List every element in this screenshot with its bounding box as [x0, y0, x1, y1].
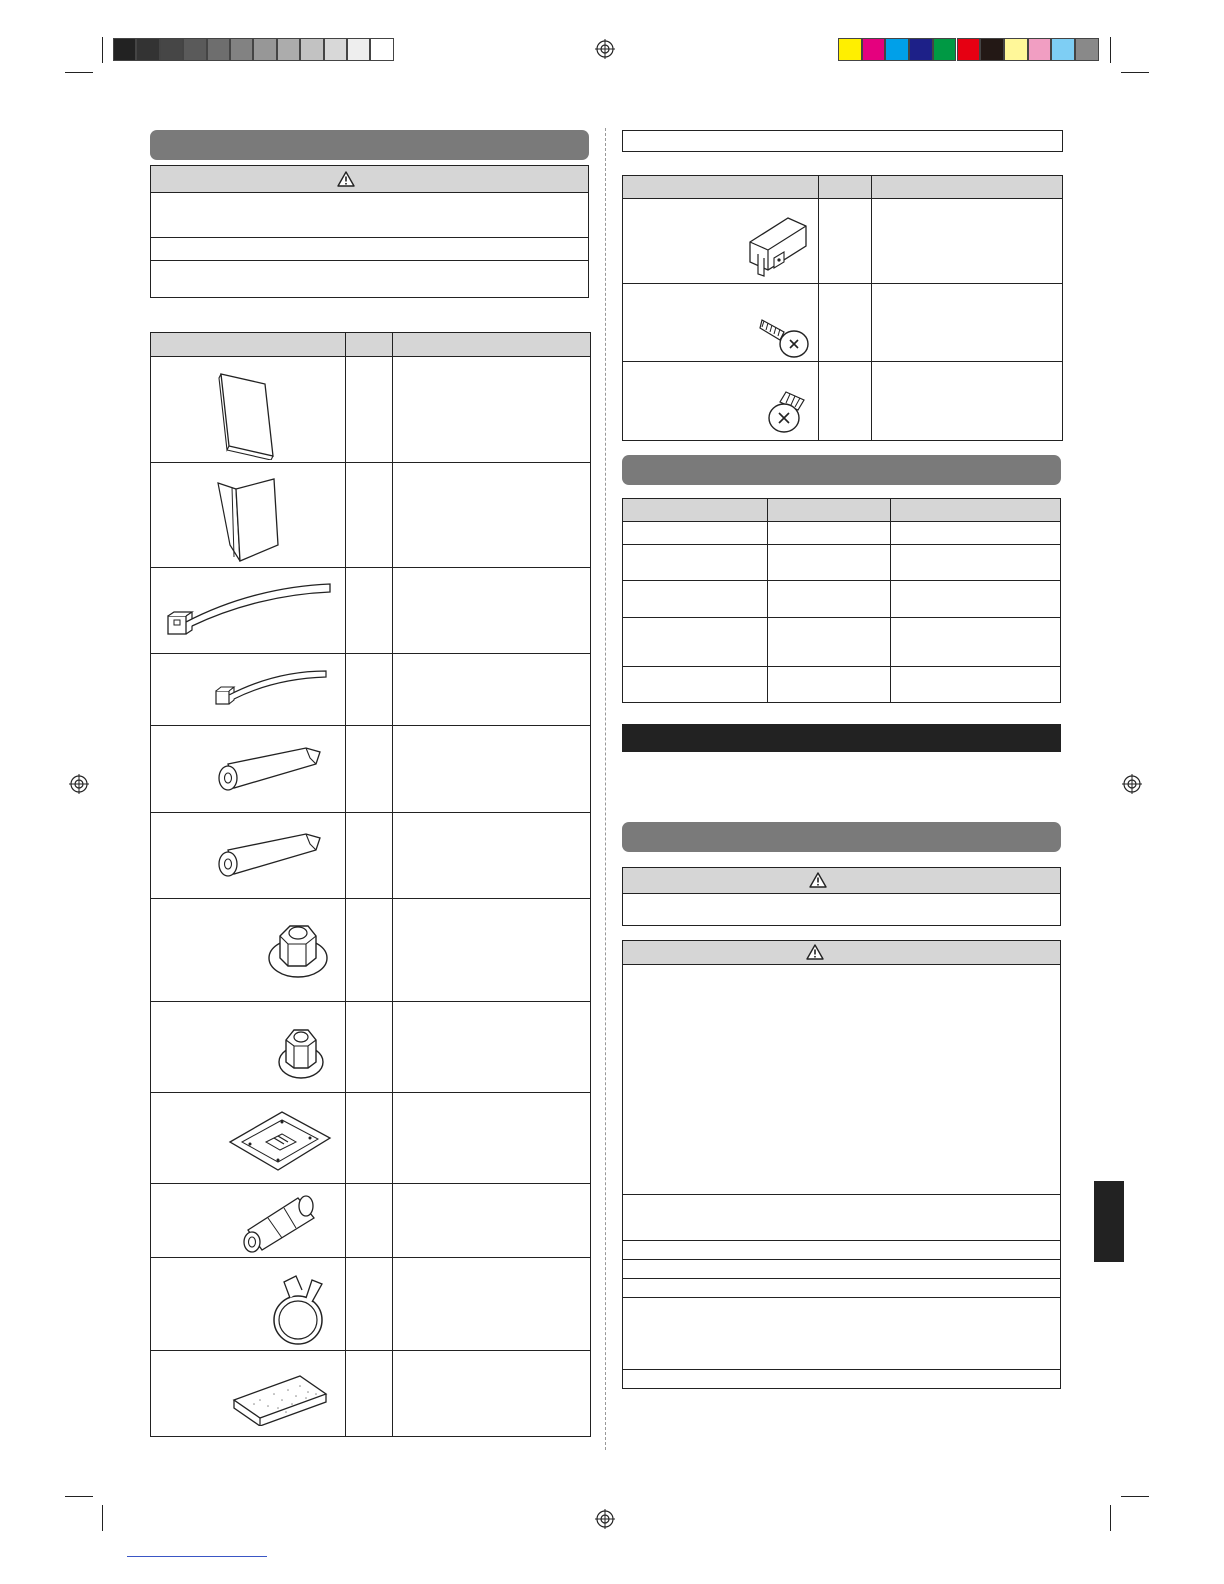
grayscale-swatch: [253, 38, 276, 61]
fixing-bracket-icon: [744, 212, 810, 278]
sponge-pad-icon: [230, 1370, 330, 1426]
flange-nut-small-icon: [276, 1024, 326, 1082]
crop-mark: [1121, 1496, 1149, 1497]
color-swatch: [980, 38, 1004, 61]
color-swatch: [957, 38, 981, 61]
crop-mark: [65, 1496, 93, 1497]
grayscale-swatch: [183, 38, 206, 61]
crop-mark: [1110, 1505, 1111, 1531]
template-sheet-icon: [226, 1108, 334, 1174]
warning-icon: [337, 171, 355, 187]
warning-icon: [806, 944, 824, 960]
caution-box: [622, 940, 1061, 1389]
grayscale-swatch: [277, 38, 300, 61]
warning-box: [622, 867, 1061, 926]
color-swatch: [1051, 38, 1075, 61]
cable-tie-long-icon: [162, 576, 334, 644]
grayscale-swatch: [136, 38, 159, 61]
crop-mark: [102, 1505, 103, 1531]
table-header-row: [151, 333, 590, 357]
warning-box: [150, 165, 589, 298]
registration-mark-icon: [1122, 774, 1142, 794]
chapter-heading-bar: [622, 724, 1061, 752]
crop-mark: [1110, 37, 1111, 63]
section-header-bar: [150, 130, 589, 160]
section-header-bar: [622, 822, 1061, 852]
insulation-tube-icon: [212, 742, 324, 794]
specification-table: [622, 498, 1061, 703]
note-box: [622, 130, 1063, 152]
crop-mark: [1121, 72, 1149, 73]
caution-header: [623, 941, 1060, 965]
grayscale-swatch: [230, 38, 253, 61]
color-swatch: [862, 38, 886, 61]
accessories-table-continued: [622, 175, 1063, 441]
color-swatch: [1004, 38, 1028, 61]
table-header-row: [623, 176, 1062, 199]
color-swatch: [885, 38, 909, 61]
table-header-row: [623, 499, 1060, 522]
crop-mark: [102, 37, 103, 63]
registration-mark-icon: [595, 39, 615, 59]
manual-booklet-icon: [215, 370, 277, 460]
grayscale-swatch: [113, 38, 136, 61]
color-swatch: [933, 38, 957, 61]
grayscale-swatch: [370, 38, 393, 61]
section-header-bar: [622, 455, 1061, 485]
color-swatch: [1075, 38, 1099, 61]
color-swatch: [909, 38, 933, 61]
cable-tie-short-icon: [212, 665, 330, 709]
registration-mark-icon: [595, 1509, 615, 1529]
warning-header: [151, 166, 588, 193]
color-swatch: [1028, 38, 1052, 61]
flange-nut-large-icon: [266, 918, 330, 982]
grayscale-swatch: [207, 38, 230, 61]
grayscale-swatch: [160, 38, 183, 61]
warning-header: [623, 868, 1060, 894]
color-swatch: [838, 38, 862, 61]
folded-leaflet-icon: [212, 475, 282, 565]
crop-mark: [65, 72, 93, 73]
grayscale-swatch: [347, 38, 370, 61]
grayscale-swatch: [300, 38, 323, 61]
insulation-tube-icon: [212, 828, 324, 880]
warning-icon: [809, 872, 827, 888]
column-fold-line: [605, 128, 606, 1450]
drain-hose-icon: [238, 1192, 322, 1256]
language-side-tab: [1094, 1181, 1124, 1262]
screw-short-icon: [764, 386, 812, 436]
registration-mark-icon: [69, 774, 89, 794]
footer-link-underline: [127, 1556, 267, 1557]
screw-long-icon: [758, 306, 812, 360]
hose-clamp-icon: [268, 1270, 330, 1348]
grayscale-swatch: [324, 38, 347, 61]
